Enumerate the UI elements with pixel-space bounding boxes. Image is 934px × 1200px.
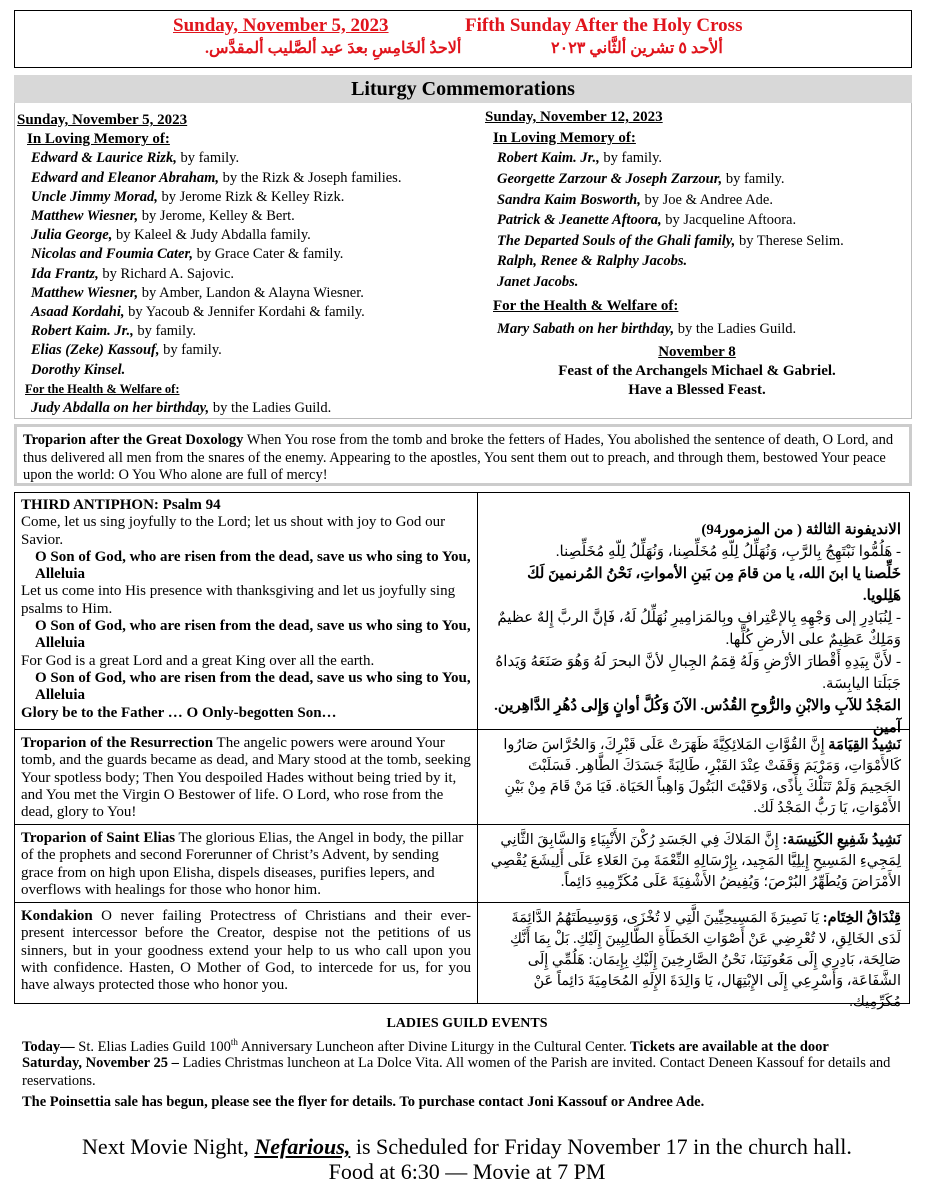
movie-post: is Scheduled for Friday November 17 in the church hall. — [350, 1134, 852, 1159]
left-memory-name: Dorothy Kinsel. — [31, 361, 126, 378]
right-memory-name: Georgette Zarzour & Joseph Zarzour, — [497, 171, 723, 187]
right-health-list — [497, 320, 909, 339]
left-memory-name: Asaad Kordahi, — [31, 304, 125, 321]
table-divider-2 — [15, 824, 909, 825]
right-memory-item — [497, 148, 909, 169]
left-memory-by: by family. — [133, 323, 197, 340]
bulletin-header — [14, 10, 912, 68]
commemorations-left-column — [17, 111, 473, 418]
event-today-text: St. Elias Ladies Guild 100 — [74, 1038, 231, 1055]
left-memory-by: by Richard A. Sajovic. — [98, 265, 235, 282]
right-memory-name: Patrick & Jeanette Aftoora, — [497, 212, 662, 229]
movie-pre: Next Movie Night, — [82, 1134, 255, 1159]
event-saturday-label: Saturday, November 25 – — [22, 1055, 179, 1071]
left-health-item — [31, 399, 473, 418]
troparion-doxology-box — [14, 424, 912, 486]
antiphon-verse-2: Let us come into His presence with thanksgiving and let us joyfully sing psalms to Him. — [21, 583, 456, 617]
right-memory-by: by Therese Selim. — [735, 232, 844, 249]
left-health-list — [31, 399, 473, 418]
antiphon-ar-verse-3: - لأَنَّ بِيَدِهِ أَقْطارَ الأرْضِ وَلَهُ قِمَمُ الجِبالِ لأنَّ البحرَ لَهُ وَهُوَ صَنَعَهُ وَيَداهُ جَبَلَتا اليابِسَة. — [495, 654, 901, 692]
left-memory-by: by Kaleel & Judy Abdalla family. — [112, 227, 311, 244]
resurrection-en-cell — [15, 731, 477, 823]
right-memory-by: by Joe & Andree Ade. — [640, 191, 773, 208]
right-memory-by: by Jacqueline Aftoora. — [661, 212, 797, 229]
table-divider-3 — [15, 902, 909, 903]
kondakion-title: Kondakion — [21, 908, 93, 924]
left-memory-name: Edward and Eleanor Abraham, — [31, 169, 220, 186]
events-heading: LADIES GUILD EVENTS — [386, 1016, 548, 1031]
left-memory-name: Edward & Laurice Rizk, — [31, 150, 177, 167]
right-memory-name: The Departed Souls of the Ghali family, — [497, 232, 736, 249]
antiphon-en-cell — [15, 493, 477, 729]
antiphon-ar-verse-1: - هَلُمُّوا نَبْتَهِجُ بِالرَّبِ، وَنُهَلِّلُ لِلّهِ مُخَلِّصِنا، وَنُهَلِّلُ لِلّهِ مُخَلِّصِنا. — [555, 544, 901, 560]
left-memory-item — [31, 322, 473, 341]
event-today-tickets: Tickets are available at the door — [626, 1038, 829, 1055]
antiphon-refrain-3: O Son of God, who are risen from the dead, save us who sing to You, Alleluia — [35, 669, 471, 704]
right-health-name: Mary Sabath on her birthday, — [497, 320, 675, 337]
left-memory-by: by Jerome Rizk & Kelley Rizk. — [157, 188, 345, 205]
resurrection-ar-title: نَشِيدُ القِيَامَة — [828, 737, 901, 753]
commemorations-right-column — [485, 108, 909, 400]
resurrection-text: The angelic powers were around Your tomb, and the guards became as dead, and Mary stood at the tomb, seeking Your spotless body; Then You despoiled Hades without being tried by it, and You met the Virgin O Bestower of life. O Lord, who rose from the dead, glory to You! — [21, 735, 471, 821]
left-memory-by: by family. — [176, 150, 240, 167]
antiphon-ar-refrain: خَلِّصنا يا ابنَ الله، يا من قامَ مِن بَينِ الأمواتِ، نَحْنُ المُرنمينَ لَكَ هَلِلويا. — [527, 566, 901, 604]
right-memory-item — [497, 169, 909, 190]
antiphon-verse-3: For God is a great Lord and a great King over all the earth. — [21, 652, 375, 669]
resurrection-title: Troparion of the Resurrection — [21, 735, 214, 751]
left-memory-name: Uncle Jimmy Morad, — [31, 188, 158, 205]
left-memory-item — [31, 284, 473, 303]
antiphon-title: THIRD ANTIPHON: Psalm 94 — [21, 497, 221, 513]
left-health-by: by the Ladies Guild. — [209, 400, 332, 417]
left-memory-item — [31, 169, 473, 188]
left-memory-item — [31, 245, 473, 264]
antiphon-ar-title: الانديفونة الثالثة ( من المزمور94) — [701, 522, 901, 538]
left-memory-by: by family. — [159, 342, 222, 359]
right-memory-item — [497, 190, 909, 211]
left-memory-item — [31, 207, 473, 226]
event-today — [22, 1034, 912, 1056]
left-memory-name: Matthew Wiesner, — [31, 284, 139, 301]
right-health-label: For the Health & Welfare of: — [493, 297, 679, 314]
left-memory-by: by Amber, Landon & Alayna Wiesner. — [138, 284, 364, 301]
left-memory-item — [31, 226, 473, 245]
left-memory-by: by Yacoub & Jennifer Kordahi & family. — [124, 304, 365, 321]
elias-en-cell — [15, 826, 477, 901]
right-memory-by: by family. — [599, 150, 663, 167]
header-date-en: Sunday, November 5, 2023 — [173, 15, 389, 36]
left-date: Sunday, November 5, 2023 — [17, 112, 188, 128]
right-health-item — [497, 320, 909, 339]
movie-title: Nefarious, — [254, 1134, 351, 1159]
right-memory-item — [497, 231, 909, 252]
movie-times: Food at 6:30 — Movie at 7 PM — [328, 1159, 606, 1184]
left-health-label: For the Health & Welfare of: — [25, 381, 180, 396]
left-memory-label: In Loving Memory of: — [27, 131, 170, 148]
antiphon-verse-1: Come, let us sing joyfully to the Lord; let us shout with joy to God our Savior. — [21, 514, 446, 548]
left-memory-name: Elias (Zeke) Kassouf, — [31, 342, 160, 359]
right-memory-name: Ralph, Renee & Ralphy Jacobs. — [497, 253, 688, 270]
movie-night-notice — [0, 1134, 934, 1184]
left-memory-list — [31, 149, 473, 379]
hymns-table — [14, 492, 910, 1010]
right-memory-item — [497, 272, 909, 293]
right-health-by: by the Ladies Guild. — [674, 320, 797, 337]
antiphon-refrain-2: O Son of God, who are risen from the dead, save us who sing to You, Alleluia — [35, 618, 471, 652]
elias-ar-title: نَشِيدُ شَفِيعِ الكَنِيسَة: — [782, 832, 901, 848]
right-memory-name: Janet Jacobs. — [497, 273, 579, 290]
right-memory-list — [497, 148, 909, 292]
left-memory-item — [31, 303, 473, 322]
feast-date: November 8 — [658, 343, 736, 360]
left-memory-item — [31, 265, 473, 284]
right-memory-name: Robert Kaim. Jr., — [497, 150, 600, 167]
event-saturday-text: Ladies Christmas luncheon at La Dolce Vita. All women of the Parish are invited. Contact Deneen Kassouf for details and reservations. — [22, 1055, 891, 1089]
left-memory-item — [31, 188, 473, 207]
left-memory-item — [31, 361, 473, 380]
elias-ar-text: إِنَّ المَلاكَ فِي الجَسَدِ رُكْنَ الأَنْبِيَاءِ وَالسَّابِقَ الثَّانِي لِمَجِيءِ المَسِيحِ إِيلِيَّا المَجِيد، بِإِرْسَالِهِ النِّعْمَةَ مِنَ العَلاءِ عَلَى أَلِيشَعَ يُقْصِي الأَمْرَاضَ وَيُطَهِّرُ البُرْصَ؛ وَيُفِيضُ الأَشْفِيَةَ عَلَى مُكَرِّمِيهِ دَائِماً. — [490, 832, 901, 890]
event-today-text-2: Anniversary Luncheon after Divine Liturgy in the Cultural Center. — [237, 1038, 627, 1055]
left-memory-name: Nicolas and Foumia Cater, — [31, 246, 193, 263]
left-memory-name: Matthew Wiesner, — [31, 208, 139, 225]
left-memory-item — [31, 341, 473, 360]
event-today-sup: th — [230, 1037, 238, 1047]
antiphon-glory: Glory be to the Father … O Only-begotten Son… — [21, 704, 337, 721]
event-poinsettia: The Poinsettia sale has begun, please see the flyer for details. To purchase contact Joni Kassouf or Andree Ade. — [22, 1094, 705, 1110]
kondakion-text: O never failing Protectress of Christians and their ever-present intercessor before the Creator, despise not the petitions of us sinners, but in your goodness extend your help to us who call upon you with confidence. Hasten, O Mother of God, to intercede for us, for you have always protected those who honor you. — [21, 908, 471, 994]
left-memory-by: by the Rizk & Joseph families. — [219, 169, 402, 186]
right-memory-by: by family. — [722, 171, 785, 187]
left-health-name: Judy Abdalla on her birthday, — [31, 400, 210, 417]
table-divider-vertical — [477, 493, 478, 1003]
resurrection-ar-text: إِنَّ القُوَّاتِ المَلائِكِيَّةَ ظَهَرَتْ عَلَى قَبْرِكَ، وَالحُرَّاسَ صَارُوا كَالأَمْوَاتِ، وَمَرْيَمَ وَقَفَتْ عِنْدَ القَبْرِ، طَالِبَةً جَسَدَكَ الطَّاهِر. فَسَلَبْتَ الجَحِيمَ وَلَمْ تَنَلْكَ بِأَذًى، وَلاقَيْتَ البَتُولَ وَاهِباً الحَيَاة. فَيَا مَنْ قَامَ مِنْ بَيْنِ الأَمْوَاتِ، يَا رَبُّ المَجْدُ لَك. — [503, 737, 901, 816]
commemorations-heading: Liturgy Commemorations — [14, 75, 912, 103]
right-memory-item — [497, 251, 909, 272]
kondakion-ar-cell — [479, 904, 909, 1010]
right-date: Sunday, November 12, 2023 — [485, 109, 663, 125]
right-memory-item — [497, 210, 909, 231]
left-memory-name: Robert Kaim. Jr., — [31, 323, 134, 340]
feast-line-2: Have a Blessed Feast. — [628, 381, 766, 398]
troparion-doxology-text: When You rose from the tomb and broke the fetters of Hades, You abolished the sentence of death, O Lord, and thus delivered all men from the snares of the enemy. Appearing to the apostles, You sent them out to preach, and through them, bestowed Your peace upon the world: O You Who alone are full of mercy! — [23, 432, 894, 483]
event-saturday — [22, 1055, 912, 1090]
event-today-label: Today— — [22, 1038, 75, 1055]
resurrection-ar-cell — [479, 731, 909, 823]
right-memory-name: Sandra Kaim Bosworth, — [497, 191, 641, 208]
left-memory-item — [31, 149, 473, 168]
left-memory-by: by Jerome, Kelley & Bert. — [138, 208, 295, 225]
kondakion-ar-title: قِنْدَاقُ الخِتَام: — [822, 910, 901, 926]
elias-title: Troparion of Saint Elias — [21, 830, 176, 846]
right-memory-label: In Loving Memory of: — [493, 130, 636, 147]
feast-line-1: Feast of the Archangels Michael & Gabriel. — [558, 362, 836, 379]
header-date-ar: ألأحد ٥ تشرين ألثَّاني ٢٠٢٣ — [551, 40, 723, 57]
kondakion-en-cell — [15, 904, 477, 1002]
elias-ar-cell — [479, 826, 909, 901]
antiphon-ar-verse-2: - لِنُبَادِرِ إلى وَجْهِهِ بِالإعْتِرافِ وبِالمَزامِيرِ نُهَلِّلُ لَهُ، فَإنَّ الربَّ إِلهٌ عظيمٌ وَمَلِكٌ عَظِيمٌ على الأرضِ كُلِّها. — [497, 610, 901, 648]
antiphon-ar-cell — [479, 515, 909, 736]
kondakion-ar-text: يَا نَصِيرَةَ المَسِيحِيِّينَ الَّتِي لا تُخْزَى، وَوَسِيطَتَهُمُ الدَّائِمَةَ لَدَى الخَالِقِ، لا تُعْرِضِي عَنْ أَصْوَاتِ الخَطَأَةِ الطَّالِبِينَ إِلَيْكِ. بَلْ بِمَا أَنَّكِ صَالِحَة، بَادِرِي إِلَى مَعُونَتِنَا، نَحْنُ الصَّارِخِينَ إِلَيْكِ بِإِيمَان: هَلُمِّي إِلَى الشَّفَاعَة، وَأَسْرِعِي إِلَى الإِبْتِهَال، يَا وَالِدَةَ الإِلَهِ المُحَامِيَةَ دَائِماً عَنْ مُكَرِّمِيك. — [509, 910, 901, 1010]
header-title-en: Fifth Sunday After the Holy Cross — [465, 15, 743, 36]
left-memory-name: Ida Frantz, — [31, 265, 99, 282]
antiphon-refrain-1: O Son of God, who are risen from the dead, save us who sing to You, Alleluia — [35, 548, 471, 583]
header-title-ar: ألاحدُ ألخَامِسِ بعدَ عيد ألصَّليب ألمقدَّس. — [205, 40, 462, 57]
troparion-doxology-title: Troparion after the Great Doxology — [23, 432, 244, 448]
antiphon-ar-glory: المَجْدُ للآبِ والابْنِ والرُّوحِ القُدُس. الآنَ وَكُلَّ أوانٍ وَإِلى دُهُرِ الدَّاهِرين. آمين — [494, 698, 901, 736]
commemorations-section — [14, 103, 912, 419]
left-memory-name: Julia George, — [31, 227, 113, 244]
elias-text: The glorious Elias, the Angel in body, the pillar of the prophets and second Forerunner of Christ’s Advent, by sending grace from on high upon Elisha, dispels diseases, purifies lepers, and overflows with healings for those who honor him. — [21, 830, 464, 898]
left-memory-by: by Grace Cater & family. — [192, 246, 344, 263]
